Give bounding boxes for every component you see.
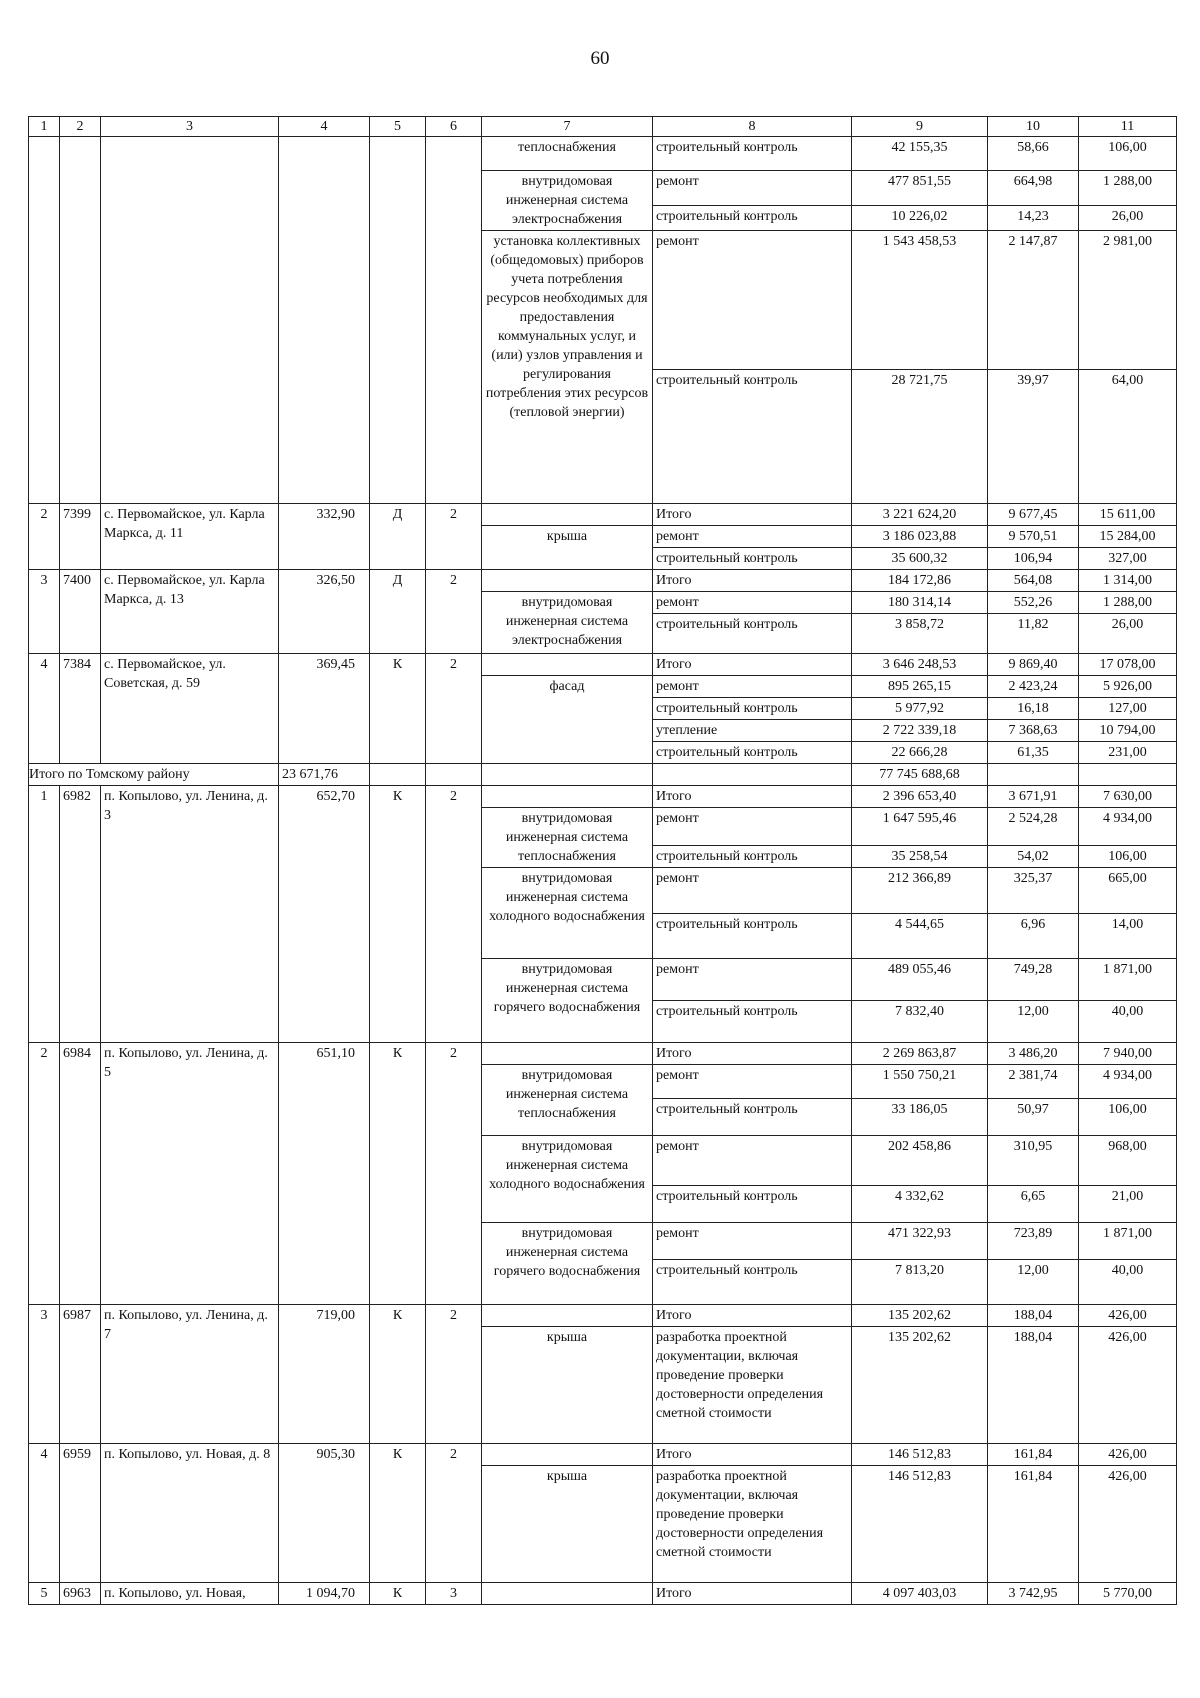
table-row bbox=[29, 1043, 1177, 1065]
col-header: 2 bbox=[60, 117, 101, 137]
work-type: внутридомовая инженерная система теплоснабжения bbox=[482, 1065, 653, 1136]
cost-per-m2-cell: 325,37 bbox=[988, 868, 1079, 914]
cost-cell: 895 265,15 bbox=[852, 676, 988, 698]
cost-per-m2-cell: 723,89 bbox=[988, 1223, 1079, 1260]
work-kind: строительный контроль bbox=[653, 914, 852, 959]
cost-cell: 471 322,93 bbox=[852, 1223, 988, 1260]
cost-cell: 28 721,75 bbox=[852, 370, 988, 504]
limit-cell: 1 871,00 bbox=[1079, 959, 1177, 1001]
work-kind: ремонт bbox=[653, 959, 852, 1001]
district-total-area: 23 671,76 bbox=[279, 764, 370, 786]
cost-cell: 212 366,89 bbox=[852, 868, 988, 914]
limit-cell: 665,00 bbox=[1079, 868, 1177, 914]
work-kind: ремонт bbox=[653, 592, 852, 614]
house-area: 369,45 bbox=[279, 654, 370, 764]
row-number: 2 bbox=[29, 1043, 60, 1305]
limit-cell: 14,00 bbox=[1079, 914, 1177, 959]
house-id: 6963 bbox=[60, 1583, 101, 1605]
cost-per-m2-cell: 188,04 bbox=[988, 1327, 1079, 1444]
limit-cell: 5 770,00 bbox=[1079, 1583, 1177, 1605]
row-number: 3 bbox=[29, 1305, 60, 1444]
house-floors: 3 bbox=[426, 1583, 482, 1605]
work-kind: строительный контроль bbox=[653, 845, 852, 867]
limit-cell: 4 934,00 bbox=[1079, 808, 1177, 846]
table-row bbox=[29, 786, 1177, 808]
work-kind: строительный контроль bbox=[653, 137, 852, 171]
cost-per-m2-cell: 161,84 bbox=[988, 1444, 1079, 1466]
work-kind: строительный контроль bbox=[653, 1001, 852, 1043]
cost-cell: 4 332,62 bbox=[852, 1186, 988, 1223]
total-label: Итого bbox=[653, 1043, 852, 1065]
total-label: Итого bbox=[653, 504, 852, 526]
row-number: 3 bbox=[29, 570, 60, 654]
col-header: 8 bbox=[653, 117, 852, 137]
cost-per-m2-cell: 50,97 bbox=[988, 1099, 1079, 1136]
district-total-sum: 77 745 688,68 bbox=[852, 764, 988, 786]
limit-cell: 7 630,00 bbox=[1079, 786, 1177, 808]
work-kind: строительный контроль bbox=[653, 742, 852, 764]
row-number: 5 bbox=[29, 1583, 60, 1605]
col-header: 3 bbox=[101, 117, 279, 137]
limit-cell: 17 078,00 bbox=[1079, 654, 1177, 676]
work-kind: строительный контроль bbox=[653, 614, 852, 654]
cost-cell: 3 221 624,20 bbox=[852, 504, 988, 526]
district-total-row bbox=[29, 764, 1177, 786]
limit-cell: 426,00 bbox=[1079, 1466, 1177, 1583]
limit-cell: 64,00 bbox=[1079, 370, 1177, 504]
cost-per-m2-cell: 310,95 bbox=[988, 1136, 1079, 1186]
work-kind: ремонт bbox=[653, 526, 852, 548]
cost-cell: 35 600,32 bbox=[852, 548, 988, 570]
house-id: 6959 bbox=[60, 1444, 101, 1583]
work-type: внутридомовая инженерная система горячего водоснабжения bbox=[482, 1223, 653, 1305]
house-type: К bbox=[370, 654, 426, 764]
cost-cell: 184 172,86 bbox=[852, 570, 988, 592]
work-kind: разработка проектной документации, включая проведение проверки достоверности определения сметной стоимости bbox=[653, 1327, 852, 1444]
row-number: 4 bbox=[29, 654, 60, 764]
work-type: фасад bbox=[482, 676, 653, 764]
cost-per-m2-cell: 6,96 bbox=[988, 914, 1079, 959]
cost-cell: 5 977,92 bbox=[852, 698, 988, 720]
cost-cell: 146 512,83 bbox=[852, 1444, 988, 1466]
cost-cell: 3 186 023,88 bbox=[852, 526, 988, 548]
limit-cell: 10 794,00 bbox=[1079, 720, 1177, 742]
limit-cell: 127,00 bbox=[1079, 698, 1177, 720]
table-row bbox=[29, 137, 1177, 171]
row-number: 4 bbox=[29, 1444, 60, 1583]
limit-cell: 231,00 bbox=[1079, 742, 1177, 764]
cost-per-m2-cell: 11,82 bbox=[988, 614, 1079, 654]
cost-cell: 4 544,65 bbox=[852, 914, 988, 959]
cost-cell: 180 314,14 bbox=[852, 592, 988, 614]
table-row bbox=[29, 654, 1177, 676]
limit-cell: 426,00 bbox=[1079, 1327, 1177, 1444]
house-address: п. Копылово, ул. Новая, bbox=[101, 1583, 279, 1605]
work-kind: ремонт bbox=[653, 171, 852, 206]
limit-cell: 40,00 bbox=[1079, 1001, 1177, 1043]
cost-per-m2-cell: 3 486,20 bbox=[988, 1043, 1079, 1065]
limit-cell: 15 284,00 bbox=[1079, 526, 1177, 548]
col-header: 1 bbox=[29, 117, 60, 137]
col-header: 6 bbox=[426, 117, 482, 137]
cost-per-m2-cell: 188,04 bbox=[988, 1305, 1079, 1327]
limit-cell: 5 926,00 bbox=[1079, 676, 1177, 698]
house-address: п. Копылово, ул. Новая, д. 8 bbox=[101, 1444, 279, 1583]
house-id: 7384 bbox=[60, 654, 101, 764]
cost-cell: 2 269 863,87 bbox=[852, 1043, 988, 1065]
table-row bbox=[29, 1444, 1177, 1466]
work-kind: строительный контроль bbox=[653, 205, 852, 230]
cost-cell: 35 258,54 bbox=[852, 845, 988, 867]
limit-cell: 106,00 bbox=[1079, 137, 1177, 171]
cost-per-m2-cell: 12,00 bbox=[988, 1260, 1079, 1305]
cost-per-m2-cell: 106,94 bbox=[988, 548, 1079, 570]
cost-per-m2-cell: 12,00 bbox=[988, 1001, 1079, 1043]
cost-cell: 7 832,40 bbox=[852, 1001, 988, 1043]
row-number: 2 bbox=[29, 504, 60, 570]
work-type: внутридомовая инженерная система теплоснабжения bbox=[482, 808, 653, 868]
house-address: п. Копылово, ул. Ленина, д. 5 bbox=[101, 1043, 279, 1305]
col-header: 11 bbox=[1079, 117, 1177, 137]
total-label: Итого bbox=[653, 570, 852, 592]
cost-per-m2-cell: 564,08 bbox=[988, 570, 1079, 592]
house-address: п. Копылово, ул. Ленина, д. 7 bbox=[101, 1305, 279, 1444]
work-type: внутридомовая инженерная система электроснабжения bbox=[482, 171, 653, 231]
house-id: 7399 bbox=[60, 504, 101, 570]
work-kind: ремонт bbox=[653, 808, 852, 846]
work-kind: строительный контроль bbox=[653, 698, 852, 720]
district-total-label: Итого по Томскому району bbox=[29, 764, 279, 786]
cost-per-m2-cell: 61,35 bbox=[988, 742, 1079, 764]
cost-cell: 10 226,02 bbox=[852, 205, 988, 230]
house-type: К bbox=[370, 1444, 426, 1583]
cost-cell: 2 722 339,18 bbox=[852, 720, 988, 742]
house-id: 7400 bbox=[60, 570, 101, 654]
work-type: крыша bbox=[482, 1466, 653, 1583]
work-type: теплоснабжения bbox=[482, 137, 653, 171]
repair-program-table bbox=[28, 116, 1177, 1605]
cost-per-m2-cell: 3 742,95 bbox=[988, 1583, 1079, 1605]
limit-cell: 1 288,00 bbox=[1079, 592, 1177, 614]
cost-cell: 22 666,28 bbox=[852, 742, 988, 764]
cost-cell: 7 813,20 bbox=[852, 1260, 988, 1305]
column-number-row bbox=[29, 117, 1177, 137]
cost-per-m2-cell: 9 570,51 bbox=[988, 526, 1079, 548]
col-header: 10 bbox=[988, 117, 1079, 137]
cost-per-m2-cell: 2 147,87 bbox=[988, 231, 1079, 370]
house-area: 332,90 bbox=[279, 504, 370, 570]
work-kind: утепление bbox=[653, 720, 852, 742]
cost-cell: 1 543 458,53 bbox=[852, 231, 988, 370]
cost-per-m2-cell: 2 381,74 bbox=[988, 1065, 1079, 1099]
house-area: 326,50 bbox=[279, 570, 370, 654]
cost-per-m2-cell: 7 368,63 bbox=[988, 720, 1079, 742]
house-id: 6984 bbox=[60, 1043, 101, 1305]
work-kind: ремонт bbox=[653, 676, 852, 698]
col-header: 7 bbox=[482, 117, 653, 137]
house-floors: 2 bbox=[426, 786, 482, 1043]
house-area: 719,00 bbox=[279, 1305, 370, 1444]
house-floors: 2 bbox=[426, 570, 482, 654]
limit-cell: 1 871,00 bbox=[1079, 1223, 1177, 1260]
work-type: установка коллективных (общедомовых) приборов учета потребления ресурсов необходимых для предоставления коммунальных услуг, и (или) узлов управления и регулирования потребления этих ресурсов (тепловой энергии) bbox=[482, 231, 653, 504]
cost-cell: 3 646 248,53 bbox=[852, 654, 988, 676]
house-type: Д bbox=[370, 570, 426, 654]
cost-per-m2-cell: 2 524,28 bbox=[988, 808, 1079, 846]
limit-cell: 7 940,00 bbox=[1079, 1043, 1177, 1065]
house-type: К bbox=[370, 786, 426, 1043]
limit-cell: 1 288,00 bbox=[1079, 171, 1177, 206]
house-floors: 2 bbox=[426, 1305, 482, 1444]
cost-per-m2-cell: 161,84 bbox=[988, 1466, 1079, 1583]
table-row bbox=[29, 1305, 1177, 1327]
house-address: с. Первомайское, ул. Карла Маркса, д. 11 bbox=[101, 504, 279, 570]
limit-cell: 2 981,00 bbox=[1079, 231, 1177, 370]
house-floors: 2 bbox=[426, 654, 482, 764]
cost-per-m2-cell: 16,18 bbox=[988, 698, 1079, 720]
cost-per-m2-cell: 54,02 bbox=[988, 845, 1079, 867]
house-type: К bbox=[370, 1583, 426, 1605]
cost-per-m2-cell: 3 671,91 bbox=[988, 786, 1079, 808]
work-type: внутридомовая инженерная система холодного водоснабжения bbox=[482, 1136, 653, 1223]
cost-per-m2-cell: 39,97 bbox=[988, 370, 1079, 504]
cost-cell: 33 186,05 bbox=[852, 1099, 988, 1136]
total-label: Итого bbox=[653, 1583, 852, 1605]
work-type: крыша bbox=[482, 1327, 653, 1444]
limit-cell: 106,00 bbox=[1079, 845, 1177, 867]
house-address: с. Первомайское, ул. Советская, д. 59 bbox=[101, 654, 279, 764]
work-kind: строительный контроль bbox=[653, 1186, 852, 1223]
limit-cell: 21,00 bbox=[1079, 1186, 1177, 1223]
house-id: 6982 bbox=[60, 786, 101, 1043]
house-area: 905,30 bbox=[279, 1444, 370, 1583]
cost-cell: 202 458,86 bbox=[852, 1136, 988, 1186]
house-floors: 2 bbox=[426, 504, 482, 570]
table-row bbox=[29, 504, 1177, 526]
cost-per-m2-cell: 9 677,45 bbox=[988, 504, 1079, 526]
work-kind: строительный контроль bbox=[653, 1099, 852, 1136]
cost-cell: 2 396 653,40 bbox=[852, 786, 988, 808]
cost-per-m2-cell: 749,28 bbox=[988, 959, 1079, 1001]
col-header: 9 bbox=[852, 117, 988, 137]
house-type: К bbox=[370, 1043, 426, 1305]
col-header: 4 bbox=[279, 117, 370, 137]
limit-cell: 40,00 bbox=[1079, 1260, 1177, 1305]
cost-cell: 489 055,46 bbox=[852, 959, 988, 1001]
cost-per-m2-cell: 2 423,24 bbox=[988, 676, 1079, 698]
cost-per-m2-cell: 664,98 bbox=[988, 171, 1079, 206]
work-type: крыша bbox=[482, 526, 653, 570]
limit-cell: 1 314,00 bbox=[1079, 570, 1177, 592]
work-type: внутридомовая инженерная система горячего водоснабжения bbox=[482, 959, 653, 1043]
total-label: Итого bbox=[653, 1444, 852, 1466]
total-label: Итого bbox=[653, 1305, 852, 1327]
work-type: внутридомовая инженерная система холодного водоснабжения bbox=[482, 868, 653, 959]
col-header: 5 bbox=[370, 117, 426, 137]
cost-cell: 135 202,62 bbox=[852, 1327, 988, 1444]
work-kind: ремонт bbox=[653, 1136, 852, 1186]
limit-cell: 15 611,00 bbox=[1079, 504, 1177, 526]
house-id: 6987 bbox=[60, 1305, 101, 1444]
cost-cell: 146 512,83 bbox=[852, 1466, 988, 1583]
work-kind: ремонт bbox=[653, 1223, 852, 1260]
limit-cell: 4 934,00 bbox=[1079, 1065, 1177, 1099]
cost-cell: 1 550 750,21 bbox=[852, 1065, 988, 1099]
limit-cell: 26,00 bbox=[1079, 205, 1177, 230]
cost-per-m2-cell: 14,23 bbox=[988, 205, 1079, 230]
limit-cell: 426,00 bbox=[1079, 1305, 1177, 1327]
house-type: Д bbox=[370, 504, 426, 570]
house-address: с. Первомайское, ул. Карла Маркса, д. 13 bbox=[101, 570, 279, 654]
work-type: внутридомовая инженерная система электроснабжения bbox=[482, 592, 653, 654]
work-kind: ремонт bbox=[653, 1065, 852, 1099]
total-label: Итого bbox=[653, 654, 852, 676]
house-area: 651,10 bbox=[279, 1043, 370, 1305]
limit-cell: 26,00 bbox=[1079, 614, 1177, 654]
work-kind: ремонт bbox=[653, 231, 852, 370]
work-kind: строительный контроль bbox=[653, 370, 852, 504]
table-row bbox=[29, 1583, 1177, 1605]
cost-per-m2-cell: 552,26 bbox=[988, 592, 1079, 614]
limit-cell: 106,00 bbox=[1079, 1099, 1177, 1136]
house-address: п. Копылово, ул. Ленина, д. 3 bbox=[101, 786, 279, 1043]
work-kind: разработка проектной документации, включая проведение проверки достоверности определения сметной стоимости bbox=[653, 1466, 852, 1583]
page-number: 60 bbox=[590, 48, 610, 69]
cost-per-m2-cell: 9 869,40 bbox=[988, 654, 1079, 676]
cost-cell: 1 647 595,46 bbox=[852, 808, 988, 846]
cost-per-m2-cell: 58,66 bbox=[988, 137, 1079, 171]
house-floors: 2 bbox=[426, 1043, 482, 1305]
limit-cell: 426,00 bbox=[1079, 1444, 1177, 1466]
table-row bbox=[29, 570, 1177, 592]
cost-cell: 135 202,62 bbox=[852, 1305, 988, 1327]
cost-cell: 3 858,72 bbox=[852, 614, 988, 654]
work-kind: ремонт bbox=[653, 868, 852, 914]
work-kind: строительный контроль bbox=[653, 548, 852, 570]
house-area: 652,70 bbox=[279, 786, 370, 1043]
work-kind: строительный контроль bbox=[653, 1260, 852, 1305]
cost-cell: 4 097 403,03 bbox=[852, 1583, 988, 1605]
limit-cell: 968,00 bbox=[1079, 1136, 1177, 1186]
row-number: 1 bbox=[29, 786, 60, 1043]
house-floors: 2 bbox=[426, 1444, 482, 1583]
limit-cell: 327,00 bbox=[1079, 548, 1177, 570]
total-label: Итого bbox=[653, 786, 852, 808]
house-area: 1 094,70 bbox=[279, 1583, 370, 1605]
cost-per-m2-cell: 6,65 bbox=[988, 1186, 1079, 1223]
cost-cell: 42 155,35 bbox=[852, 137, 988, 171]
house-type: К bbox=[370, 1305, 426, 1444]
cost-cell: 477 851,55 bbox=[852, 171, 988, 206]
